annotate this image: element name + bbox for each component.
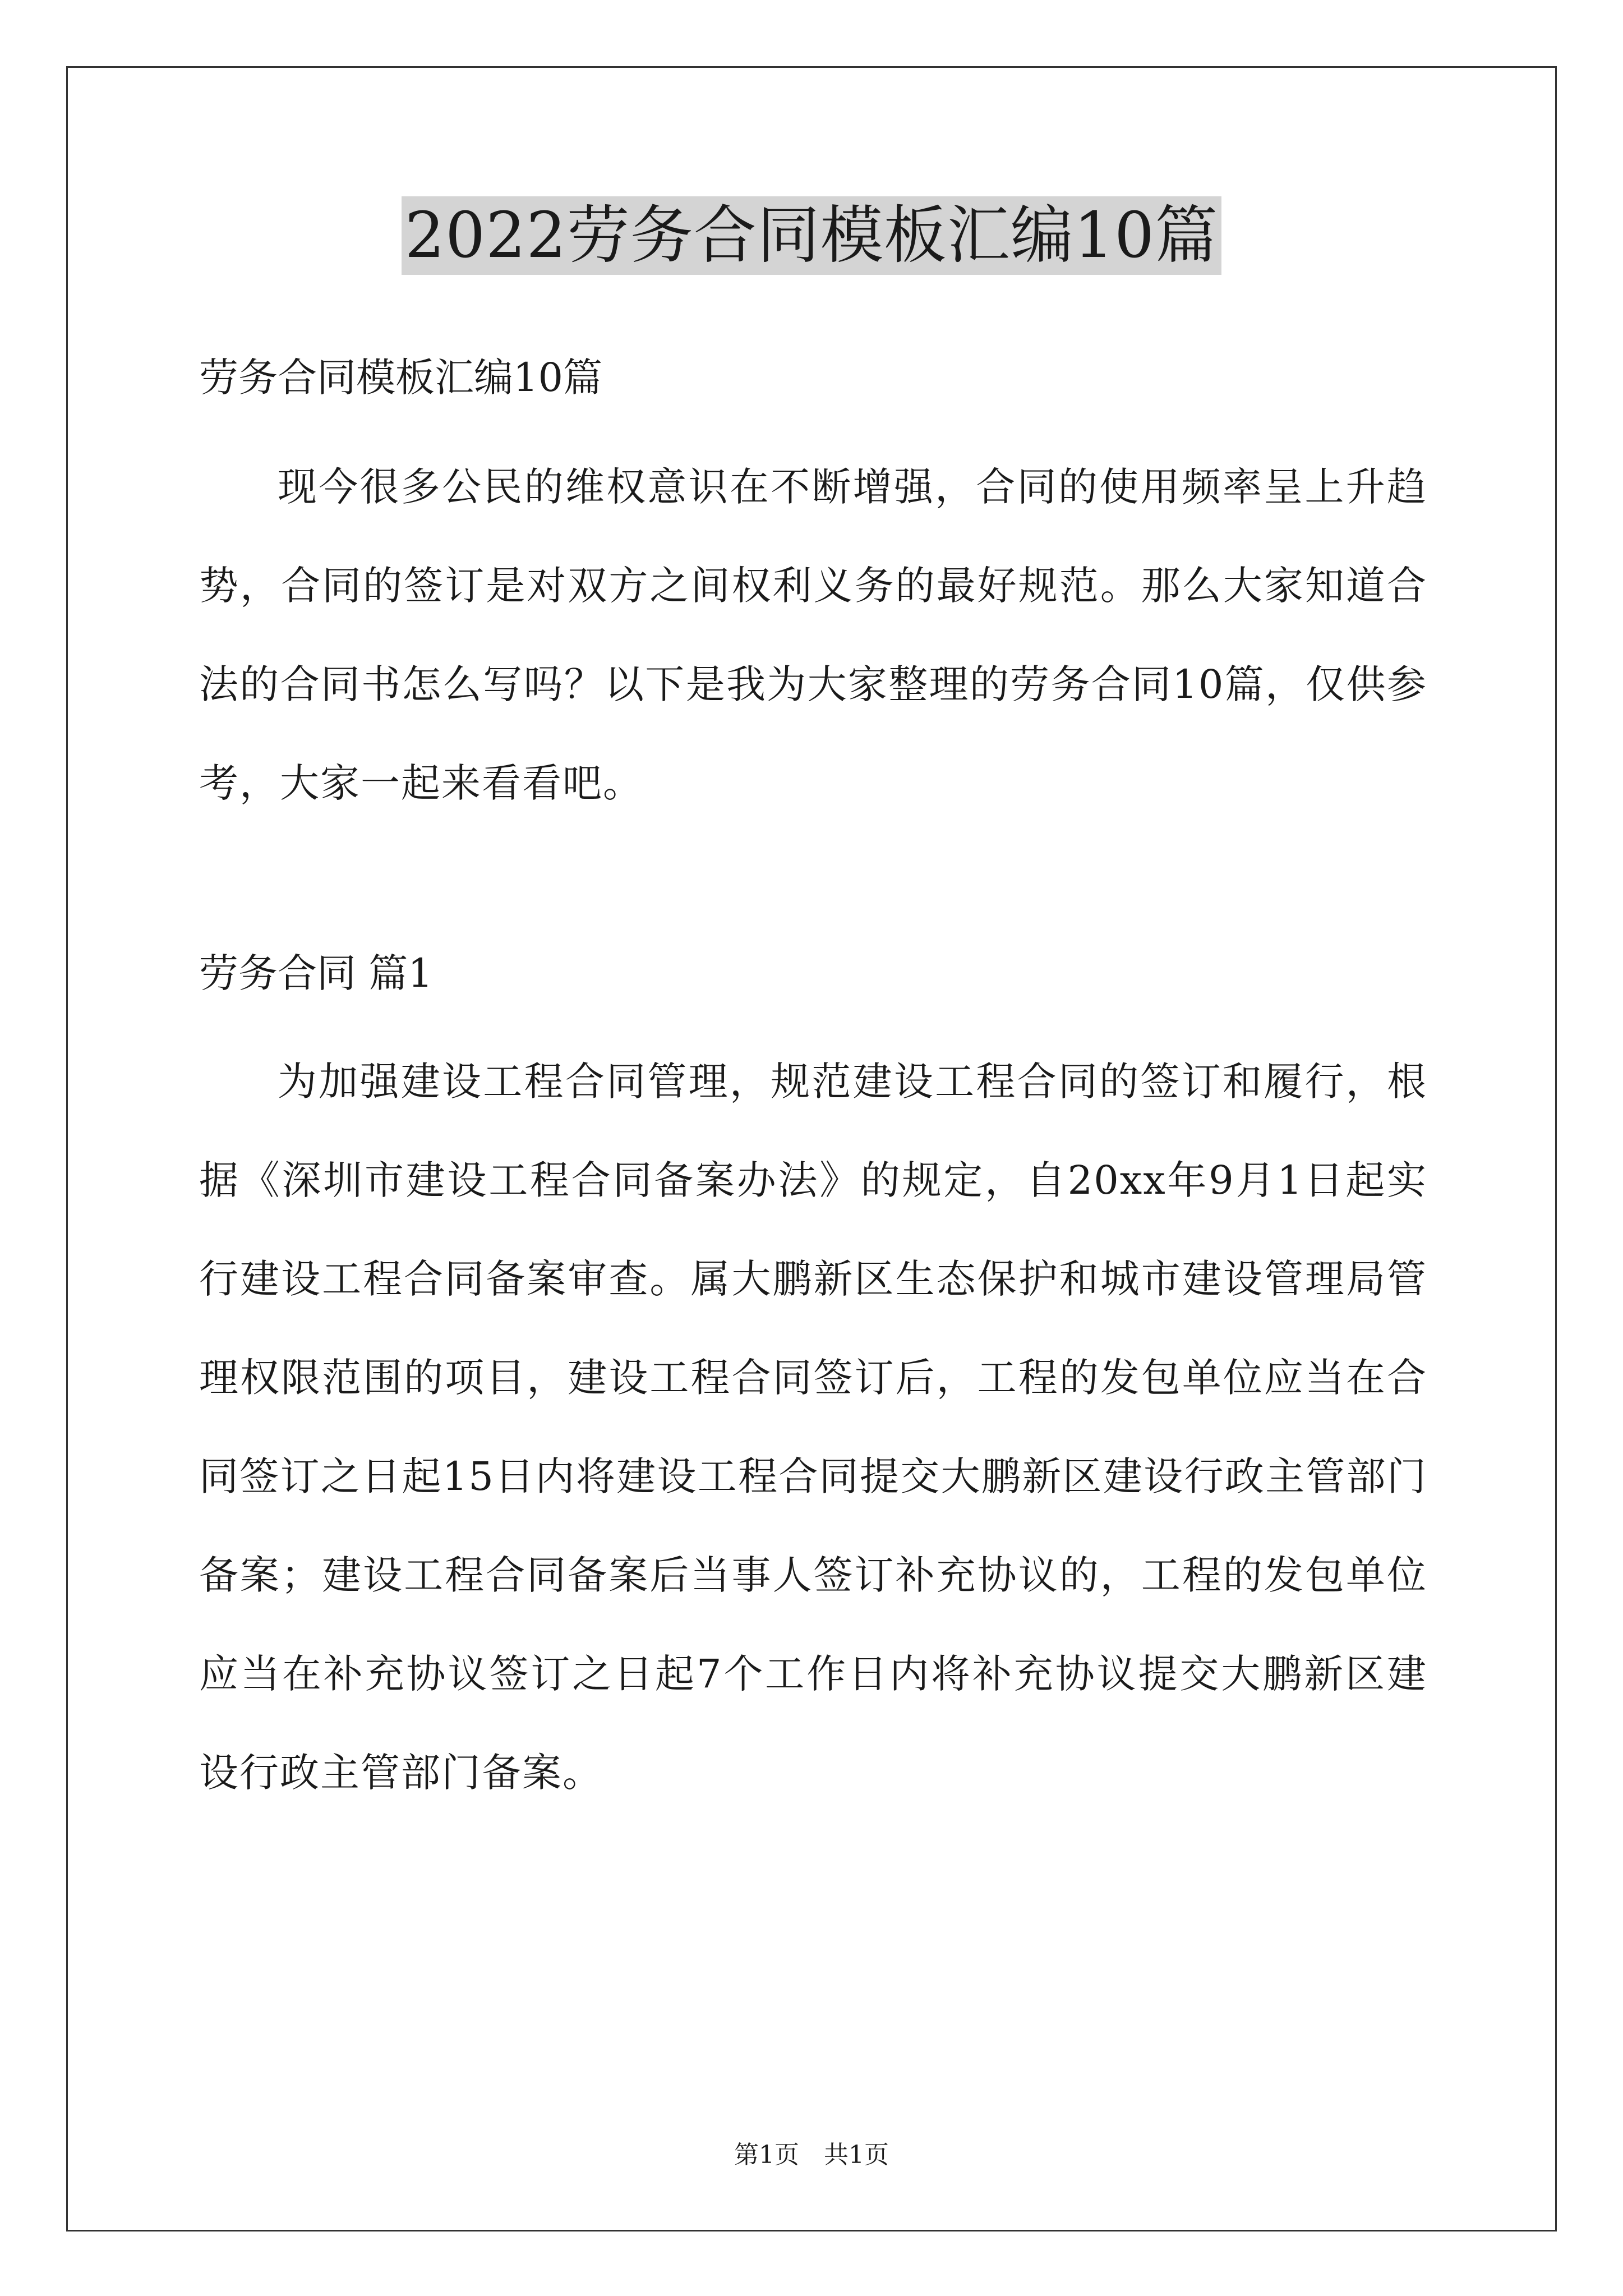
document-title: 2022劳务合同模板汇编10篇 xyxy=(402,196,1222,275)
page-number: 第1页 共1页 xyxy=(734,2141,889,2169)
section-heading: 劳务合同 篇1 xyxy=(199,950,433,996)
section-paragraph: 为加强建设工程合同管理，规范建设工程合同的签订和履行，根据《深圳市建设工程合同备案办法》的规定，自20xx年9月1日起实行建设工程合同备案审查。属大鹏新区生态保护和城市建设管理局管理权限范围的项目，建设工程合同签订后，工程的发包单位应当在合同签订之日起15日内将建设工程合同提交大鹏新区建设行政主管部门备案；建设工程合同备案后当事人签订补充协议的，工程的发包单位应当在补充协议签订之日起7个工作日内将补充协议提交大鹏新区建设行政主管部门备案。 xyxy=(199,1059,1427,1796)
document-subtitle: 劳务合同模板汇编10篇 xyxy=(199,355,603,401)
title-container xyxy=(0,196,1623,275)
intro-paragraph: 现今很多公民的维权意识在不断增强，合同的使用频率呈上升趋势，合同的签订是对双方之间权利义务的最好规范。那么大家知道合法的合同书怎么写吗？以下是我为大家整理的劳务合同10篇，仅供参考，大家一起来看看吧。 xyxy=(199,464,1427,806)
